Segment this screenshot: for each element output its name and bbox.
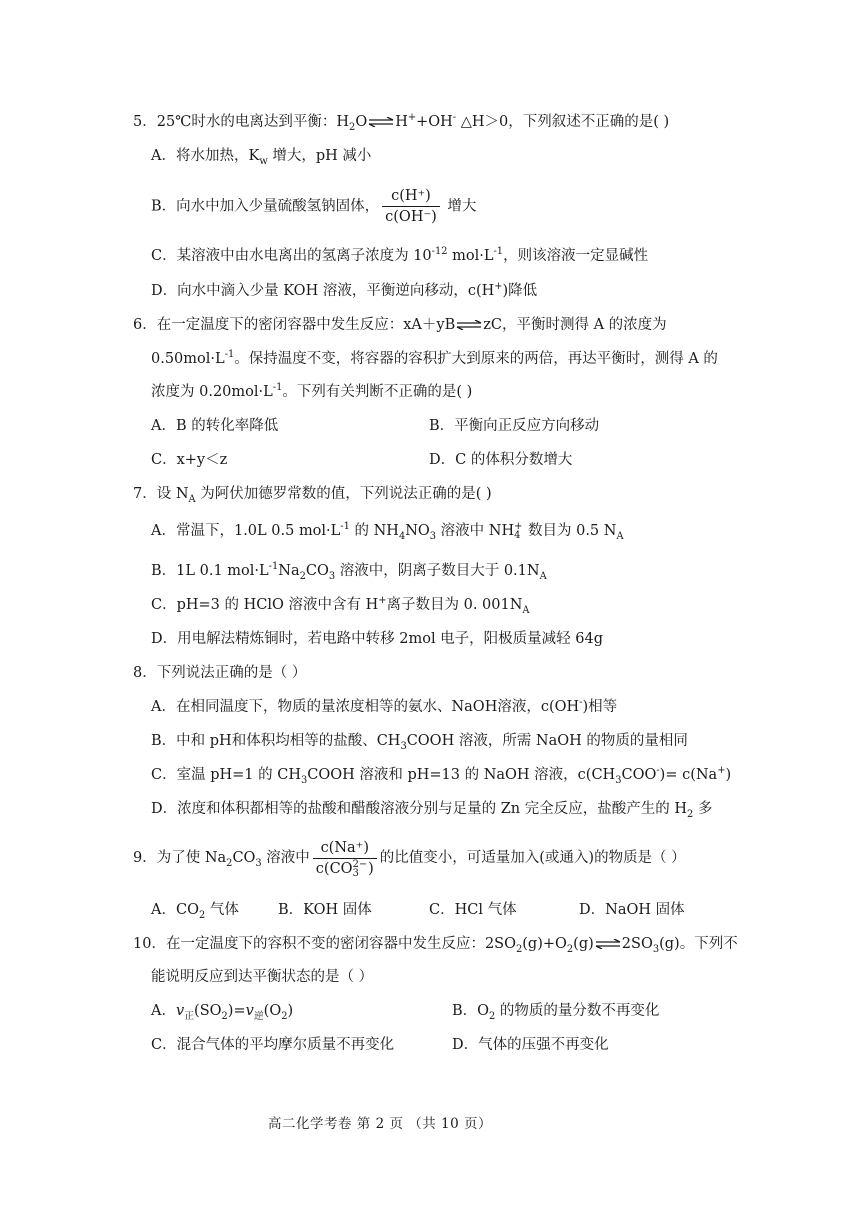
q6-stem-line2: $0.50mol\cdot L^{-1}$。保持温度不变，将容器的容积扩大到原来的两倍，再达平衡时，测得 A 的 — [151, 349, 718, 367]
q8-option-c: C．室温 pH=1 的 $CH_3COOH$ 溶液和 pH=13 的 NaOH 溶液，$c(CH_3COO^-)= c(Na^+)$ — [151, 765, 732, 786]
q9-option-b: B．KOH 固体 — [278, 902, 372, 918]
q8-option-d: D．浓度和体积都相等的盐酸和醋酸溶液分别与足量的 Zn 完全反应，盐酸产生的 $H_2$ 多 — [151, 801, 713, 820]
q10-option-a: A．$v_正(SO_2)=v_逆(O_2)$ — [151, 1003, 294, 1022]
q9-stem: 9．为了使 $Na_2CO_3$ 溶液中 c(Na⁺) c(CO 2− 3 ) 的比值变小，可适量加入(或通入)的物质是（ ） — [133, 839, 686, 879]
charge-stack: 2− 3 — [352, 858, 368, 879]
equilibrium-arrow-icon — [456, 320, 482, 330]
q7-option-a: A．常温下，1.0L 0.5 $mol\cdot L^{-1}$ 的 $NH_4NO_3$ 溶液中 NH + 4 数目为 0.5 $N_A$ — [151, 521, 624, 542]
q6-stem-line1: 6．在一定温度下的密闭容器中发生反应：xA＋yB zC，平衡时测得 A 的浓度为 — [133, 317, 667, 333]
q10-option-d: D．气体的压强不再变化 — [452, 1037, 609, 1053]
q6-option-c: C．x+y＜z — [151, 452, 228, 468]
q10-option-b: B．$O_2$ 的物质的量分数不再变化 — [452, 1003, 660, 1022]
q10-stem-line1: 10．在一定温度下的容积不变的密闭容器中发生反应：$2SO_2(g)+O_2(g)$ $2SO_3(g)$。下列不 — [133, 936, 738, 955]
q10-option-c: C．混合气体的平均摩尔质量不再变化 — [151, 1037, 395, 1053]
equilibrium-arrow-icon — [368, 117, 394, 127]
q7-stem: 7．设 $N_A$ 为阿伏加德罗常数的值，下列说法正确的是( ) — [133, 486, 492, 505]
q8-option-a: A．在相同温度下，物质的量浓度相等的氨水、NaOH溶液，c(OH-)相等 — [151, 697, 618, 715]
equilibrium-arrow-icon — [595, 939, 621, 949]
q8-stem: 8．下列说法正确的是（ ） — [133, 665, 307, 681]
q5-stem: 5．25℃时水的电离达到平衡：$H_2O$ H++OH- △H＞0，下列叙述不正确的是( ) — [133, 112, 670, 133]
q6-option-d: D．C 的体积分数增大 — [429, 452, 573, 468]
q9-option-c: C．HCl 气体 — [429, 902, 517, 918]
q5-option-a: A．将水加热，$K_w$ 增大，pH 减小 — [151, 148, 372, 167]
q5-option-d: D．向水中滴入少量 KOH 溶液，平衡逆向移动，c(H+)降低 — [151, 281, 538, 299]
q6-option-a: A．B 的转化率降低 — [151, 418, 279, 434]
q9-option-d: D．NaOH 固体 — [579, 902, 685, 918]
q5-option-b: B．向水中加入少量硫酸氢钠固体， $\frac{c(H^+)}{c(OH^-)}$ 增大 — [151, 188, 477, 225]
q7-option-d: D．用电解法精炼铜时，若电路中转移 2mol 电子，阳极质量减轻 64g — [151, 631, 604, 647]
q5-option-c: C．某溶液中由水电离出的氢离子浓度为 $10^{-12}$ $mol\cdot L^{-1}$，则该溶液一定显碱性 — [151, 246, 649, 264]
charge-stack: + 4 — [514, 521, 523, 541]
q7-option-c: C．pH=3 的 HClO 溶液中含有 H+离子数目为 0. $001N_A$ — [151, 595, 530, 616]
q6-option-b: B．平衡向正反应方向移动 — [429, 418, 600, 434]
page-footer: 高二化学考卷 第 2 页 （共 10 页） — [267, 1116, 492, 1132]
fraction-h-over-oh: $\frac{c(H^+)}{c(OH^-)}$ — [382, 187, 440, 226]
q10-stem-line2: 能说明反应到达平衡状态的是（ ） — [151, 969, 374, 985]
q9-option-a: A．$CO_2$ 气体 — [151, 902, 239, 921]
q6-stem-line3: 浓度为 $0.20mol\cdot L^{-1}$。下列有关判断不正确的是( ) — [151, 382, 473, 400]
q8-option-b: B．中和 pH和体积均相等的盐酸、$CH_3COOH$ 溶液，所需 NaOH 的物质的量相同 — [151, 733, 688, 752]
q7-option-b: B．1L 0.1 $mol\cdot L^{-1}Na_2CO_3$ 溶液中，阴离子数目大于 $0.1N_A$ — [151, 561, 547, 582]
fraction-na-over-co3: c(Na⁺) c(CO 2− 3 ) — [313, 839, 377, 878]
